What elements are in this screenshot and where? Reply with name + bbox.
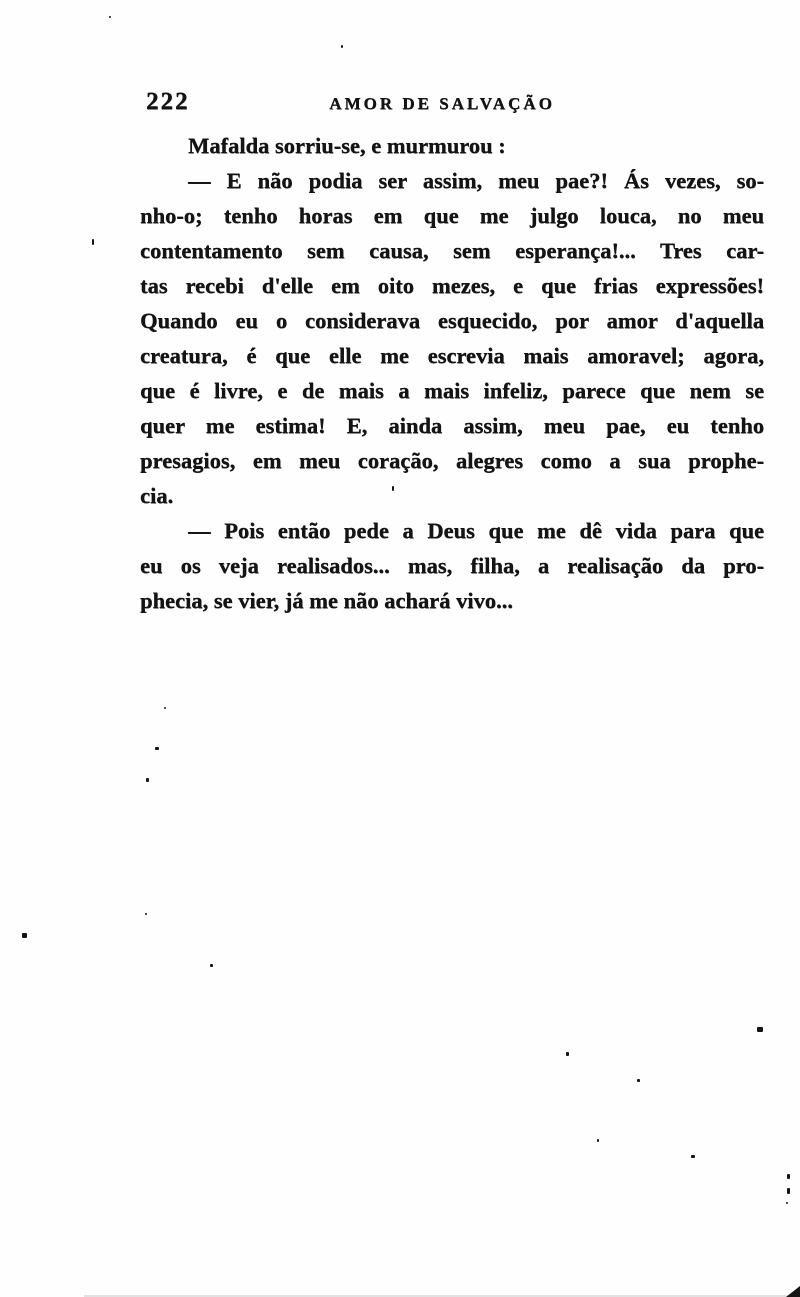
text-line: Quando eu o considerava esquecido, por amor d'aquella — [140, 308, 764, 333]
scan-speck — [92, 239, 94, 245]
text-line: creatura, é que elle me escrevia mais amoravel; agora, — [140, 343, 764, 368]
text-line: nho-o; tenho horas em que me julgo louca, no meu — [140, 203, 764, 228]
text-line: quer me estima! E, ainda assim, meu pae, eu tenho — [140, 413, 764, 438]
scan-speck — [637, 1079, 640, 1082]
scan-speck — [155, 747, 159, 750]
scan-speck — [341, 45, 343, 48]
scan-speck — [787, 1188, 790, 1194]
scan-speck — [392, 486, 394, 491]
running-header — [140, 88, 764, 118]
scan-speck — [757, 1027, 763, 1032]
scan-speck — [146, 778, 149, 782]
running-title: AMOR DE SALVAÇÃO — [329, 94, 555, 113]
text-line: tas recebi d'elle em oito mezes, e que frias expressões! — [140, 273, 764, 298]
scan-speck — [210, 964, 213, 967]
text-line: contentamento sem causa, sem esperança!... Tres car- — [140, 238, 764, 263]
text-line: eu os veja realisados... mas, filha, a realisação da pro- — [140, 553, 764, 578]
text-line: cia. — [140, 483, 174, 508]
scan-speck — [145, 913, 147, 915]
body-text — [140, 128, 764, 618]
scan-speck — [786, 1202, 788, 1204]
text-line: — E não podia ser assim, meu pae?! Ás vezes, so- — [188, 168, 764, 193]
page-number: 222 — [146, 88, 190, 115]
scan-speck — [566, 1052, 569, 1056]
scan-speck — [787, 1174, 790, 1179]
text-line: que é livre, e de mais a mais infeliz, parece que nem se — [140, 378, 764, 403]
scan-speck — [109, 16, 111, 18]
scan-speck — [691, 1155, 695, 1158]
scan-speck — [597, 1139, 599, 1142]
scan-speck — [164, 707, 166, 709]
scan-speck — [22, 933, 27, 938]
text-line: Mafalda sorriu-se, e murmurou : — [188, 133, 506, 158]
text-line: — Pois então pede a Deus que me dê vida para que — [188, 518, 764, 543]
text-line: presagios, em meu coração, alegres como a sua prophe- — [140, 448, 764, 473]
text-line: phecia, se vier, já me não achará vivo... — [140, 588, 513, 613]
